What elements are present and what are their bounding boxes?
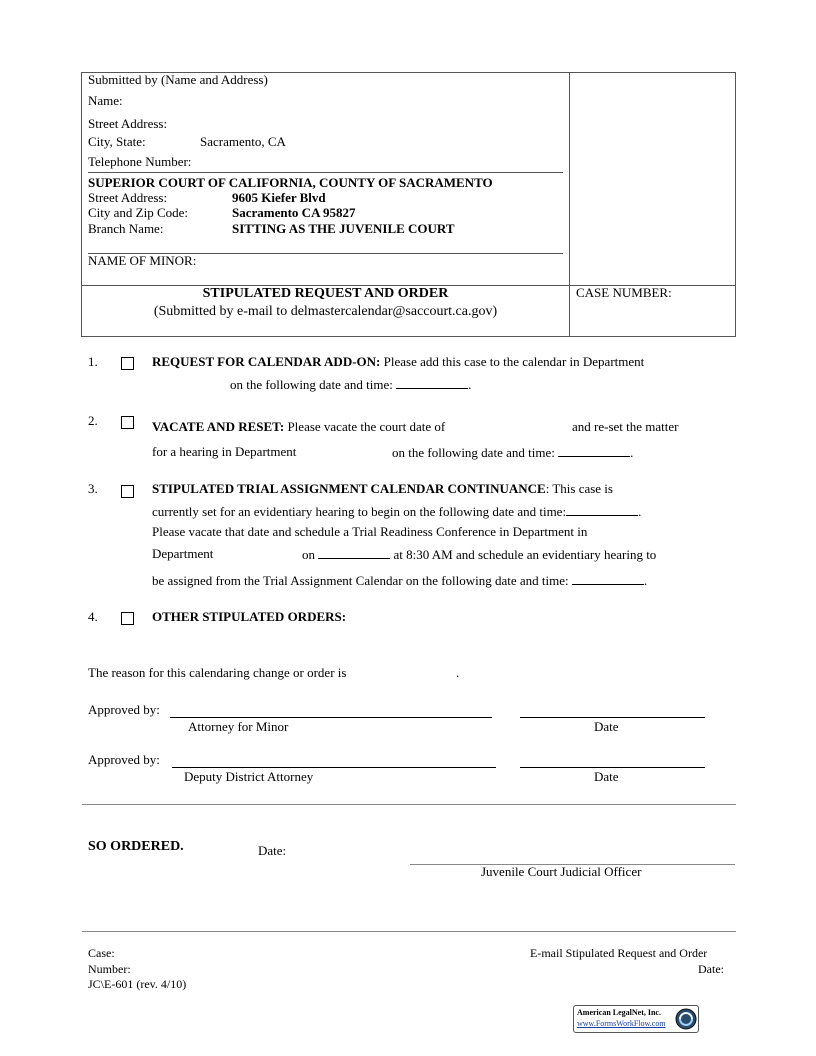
item3-line2-text: currently set for an evidentiary hearing to begin on the following date and time:: [152, 504, 567, 519]
footer-date-label: Date:: [698, 962, 724, 976]
approvals-divider: [82, 804, 736, 805]
court-city-value: Sacramento CA 95827: [232, 205, 356, 220]
order-date-label: Date:: [258, 843, 287, 858]
american-legalnet-logo[interactable]: [573, 1005, 699, 1033]
da-date-label: Date: [594, 769, 619, 784]
attorney-date-line[interactable]: [520, 717, 705, 718]
item2-line2b: [392, 444, 633, 461]
item3-line2: [152, 503, 641, 520]
branch-label: Branch Name:: [88, 221, 164, 236]
item2-checkbox[interactable]: [121, 416, 134, 429]
item1-date-field[interactable]: [396, 376, 468, 389]
item2-text1b: and re-set the matter: [572, 419, 679, 434]
item1-checkbox[interactable]: [121, 357, 134, 370]
item1-text2: on the following date and time:: [230, 377, 393, 392]
item1-heading: REQUEST FOR CALENDAR ADD-ON:: [152, 354, 381, 369]
item4-checkbox[interactable]: [121, 612, 134, 625]
footer-number-label: Number:: [88, 962, 131, 976]
form-title: STIPULATED REQUEST AND ORDER: [202, 286, 449, 301]
reason-text: The reason for this calendaring change or order is: [88, 665, 347, 680]
city-value: Sacramento, CA: [200, 134, 286, 149]
item1-line1: [152, 354, 644, 370]
item1-line2: [230, 376, 471, 393]
item3-line1: [152, 481, 613, 497]
item1-number: 1.: [88, 354, 98, 369]
item3-hearing-date-field[interactable]: [566, 503, 638, 516]
judge-title: Juvenile Court Judicial Officer: [481, 864, 642, 879]
reason-end: .: [456, 665, 460, 680]
item3-end-b: .: [643, 573, 648, 588]
attorney-role: Attorney for Minor: [188, 719, 289, 734]
item3-line5-text: be assigned from the Trial Assignment Calendar on the following date and time:: [152, 573, 569, 588]
item2-line1: [152, 419, 445, 435]
item3-line4b: on: [302, 547, 315, 562]
item3-tac-date-field[interactable]: [572, 572, 644, 585]
item3-checkbox[interactable]: [121, 485, 134, 498]
court-street-value: 9605 Kiefer Blvd: [232, 190, 326, 205]
item1-text1: Please add this case to the calendar in Department: [383, 354, 645, 369]
da-role: Deputy District Attorney: [184, 769, 314, 784]
case-number-label: CASE NUMBER:: [576, 285, 672, 300]
logo-url: www.FormsWorkFlow.com: [577, 1019, 666, 1028]
submitted-by-label: Submitted by (Name and Address): [88, 72, 268, 87]
item3-end-a: .: [638, 504, 642, 519]
footer-divider: [82, 931, 736, 932]
item3-line4a: Department: [152, 546, 214, 561]
item2-text2b: on the following date and time:: [392, 445, 555, 460]
item3-heading-tail: : This case is: [545, 481, 613, 496]
caption-divider: [569, 72, 570, 337]
so-ordered: SO ORDERED.: [88, 839, 184, 854]
item2-number: 2.: [88, 413, 98, 428]
item2-heading: VACATE AND RESET:: [152, 419, 285, 434]
item3-line3: Please vacate that date and schedule a Trial Readiness Conference in Department in: [152, 524, 588, 539]
item4-heading: OTHER STIPULATED ORDERS:: [152, 609, 347, 624]
da-signature-line[interactable]: [172, 767, 496, 768]
branch-value: SITTING AS THE JUVENILE COURT: [232, 221, 455, 236]
logo-company: American LegalNet, Inc.: [577, 1008, 661, 1017]
city-label: City, State:: [88, 134, 146, 149]
name-label: Name:: [88, 93, 123, 108]
item3-heading: STIPULATED TRIAL ASSIGNMENT CALENDAR CONTINUANCE: [152, 481, 546, 496]
item3-number: 3.: [88, 481, 98, 496]
item2-text2: for a hearing in Department: [152, 444, 297, 459]
footer-case-label: Case:: [88, 946, 115, 960]
da-date-line[interactable]: [520, 767, 705, 768]
attorney-date-label: Date: [594, 719, 619, 734]
phone-label: Telephone Number:: [88, 154, 192, 169]
item3-line5: [152, 572, 647, 589]
submitter-rule: [88, 172, 563, 173]
globe-icon: [675, 1008, 697, 1030]
street-label: Street Address:: [88, 116, 168, 131]
footer-form-id: JC\E-601 (rev. 4/10): [88, 977, 187, 991]
attorney-signature-line[interactable]: [170, 717, 492, 718]
form-subtitle: (Submitted by e-mail to delmastercalendar@saccourt.ca.gov): [153, 304, 498, 319]
court-name: SUPERIOR COURT OF CALIFORNIA, COUNTY OF SACRAMENTO: [88, 175, 493, 190]
court-city-label: City and Zip Code:: [88, 205, 189, 220]
item2-text1: Please vacate the court date of: [287, 419, 446, 434]
approved-by-label-1: Approved by:: [88, 702, 160, 717]
approved-by-label-2: Approved by:: [88, 752, 160, 767]
item3-line4c: at 8:30 AM and schedule an evidentiary hearing to: [393, 547, 657, 562]
item4-number: 4.: [88, 609, 98, 624]
court-street-label: Street Address:: [88, 190, 168, 205]
item3-trc-date-field[interactable]: [318, 546, 390, 559]
item1-end: .: [468, 377, 472, 392]
item2-date-field[interactable]: [558, 444, 630, 457]
footer-form-title: E-mail Stipulated Request and Order: [530, 946, 708, 960]
item2-end: .: [630, 445, 634, 460]
item3-line4: [302, 546, 656, 563]
minor-label: NAME OF MINOR:: [88, 253, 197, 268]
